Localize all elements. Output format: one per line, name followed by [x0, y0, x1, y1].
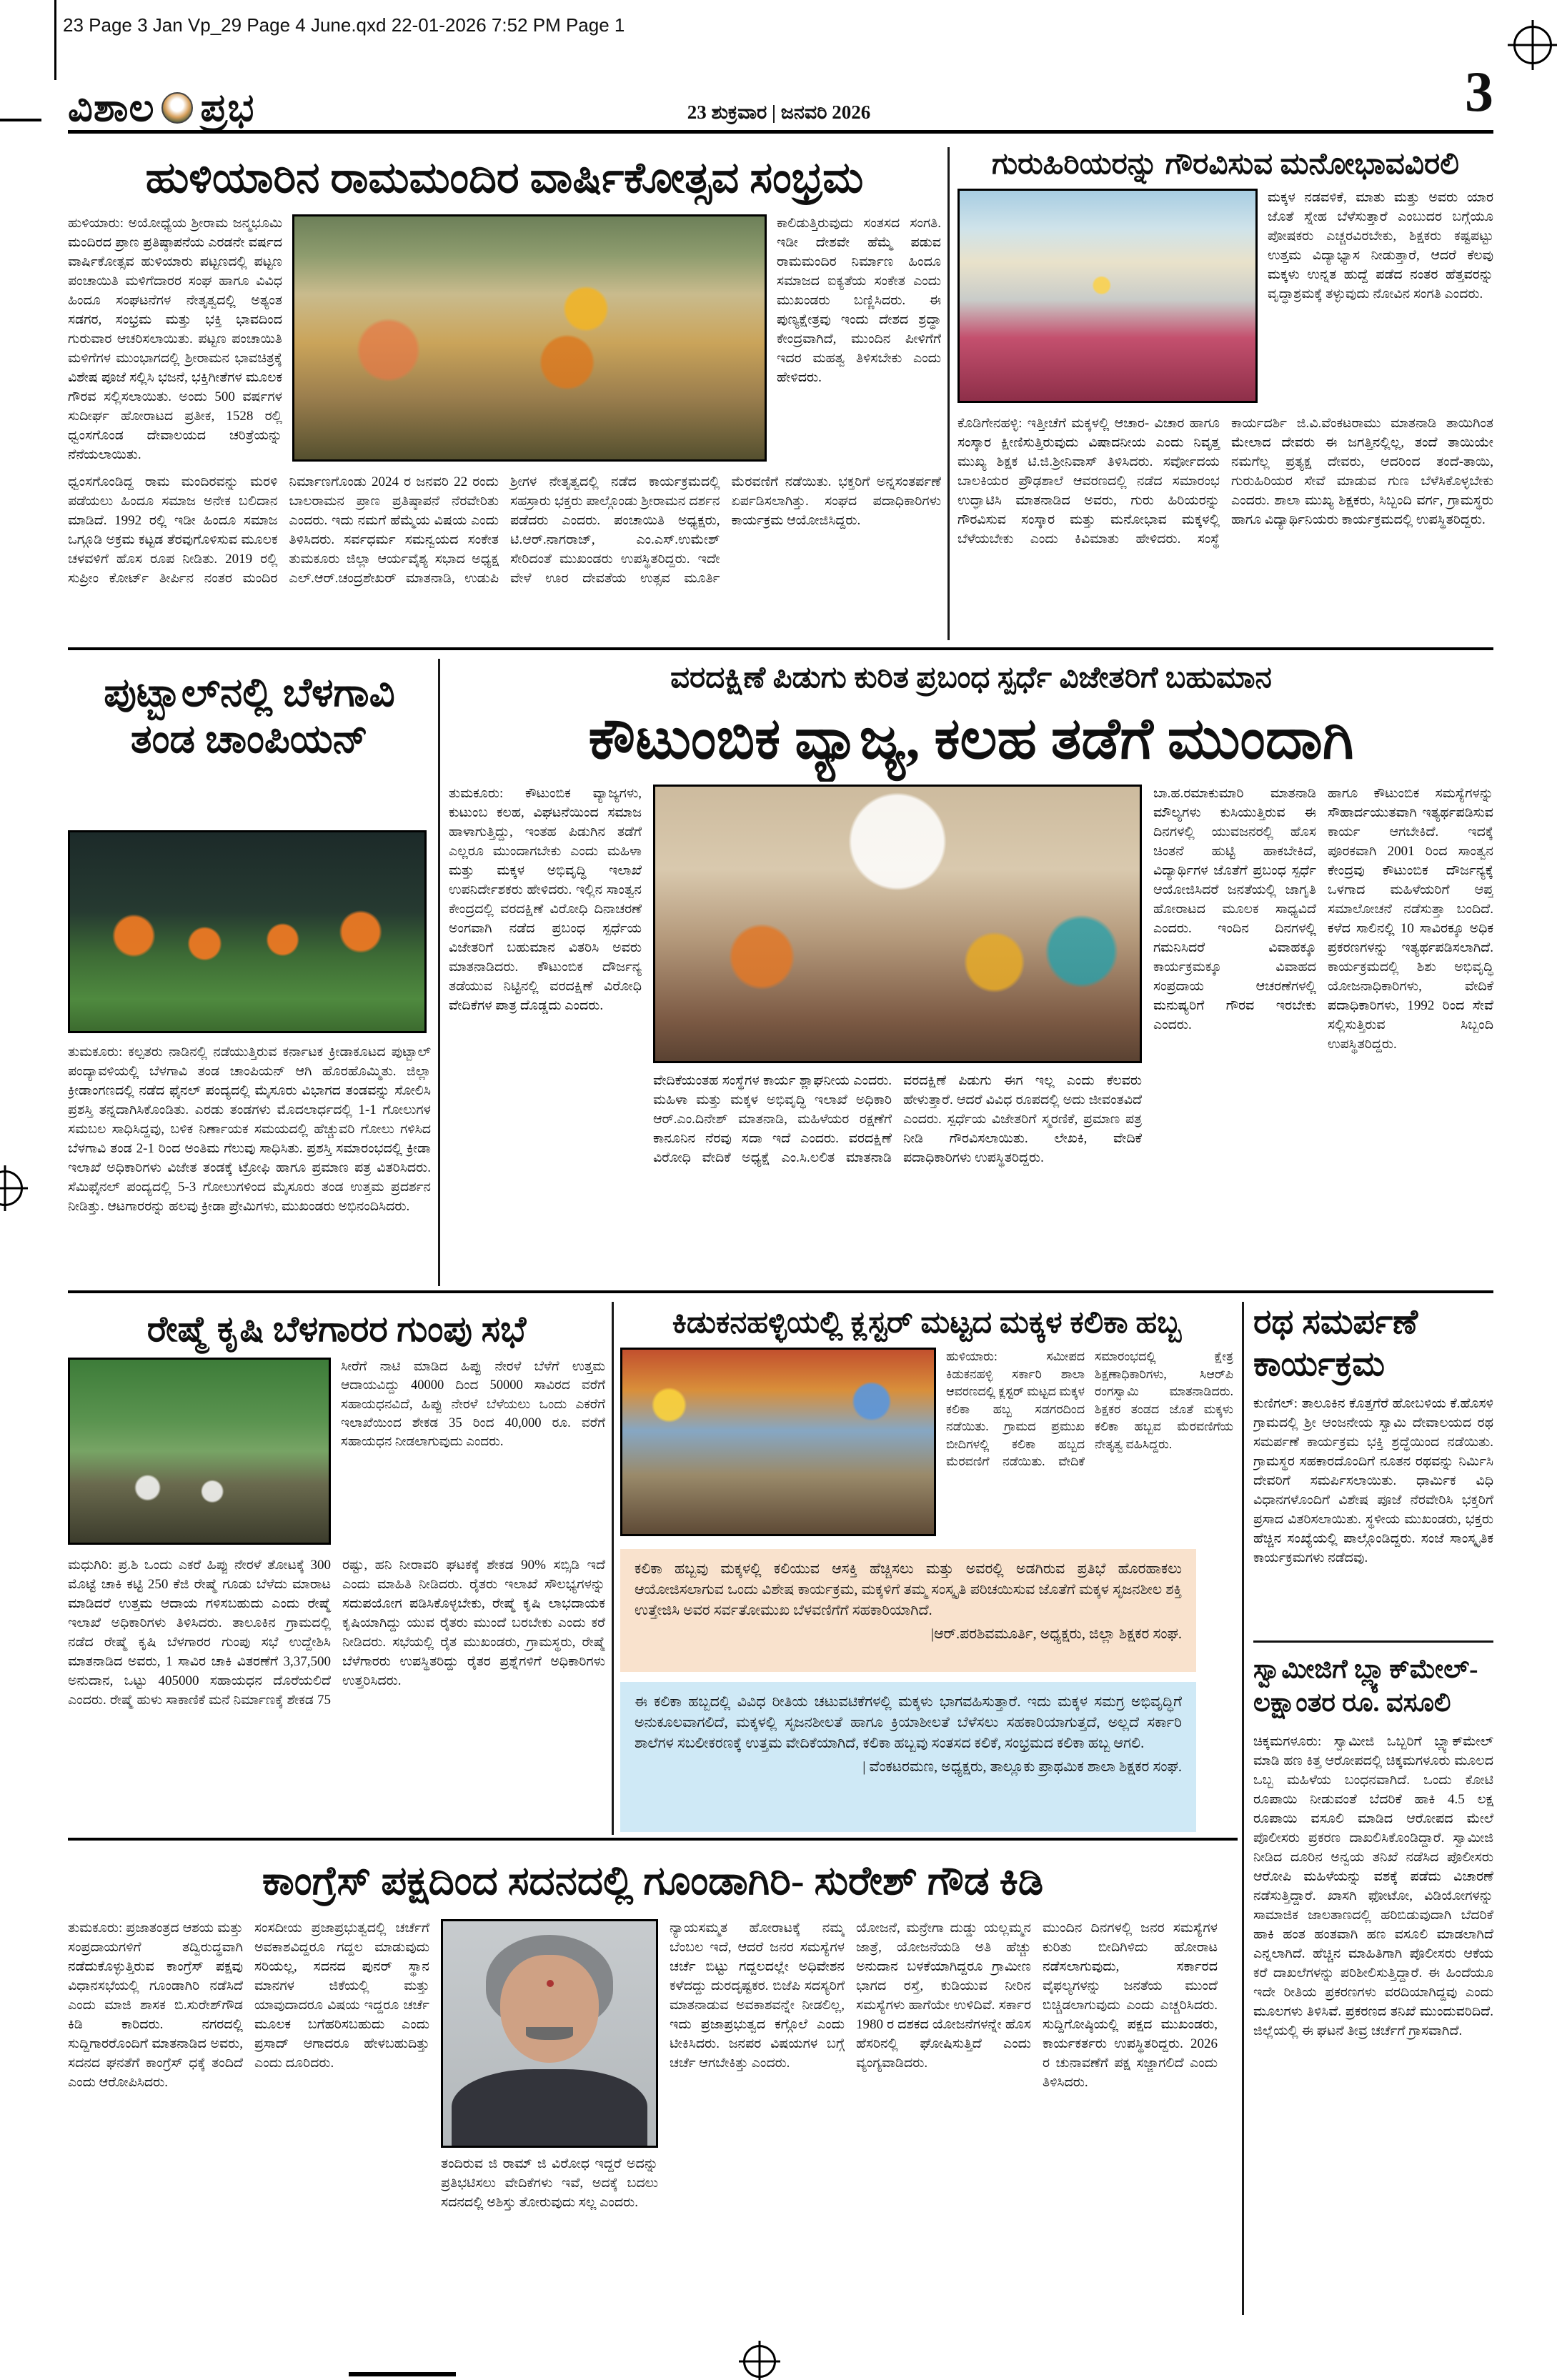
article-reshme: [68, 1302, 605, 1834]
quote-text: ಕಲಿಕಾ ಹಬ್ಬವು ಮಕ್ಕಳಲ್ಲಿ ಕಲಿಯುವ ಆಸಕ್ತಿ ಹೆಚ್ಚಿಸಲು ಮತ್ತು ಅವರಲ್ಲಿ ಅಡಗಿರುವ ಪ್ರತಿಭೆ ಹೊರಹಾಕಲು ಆಯೋಜಿಸಲಾಗುವ ಒಂದು ವಿಶೇಷ ಕಾರ್ಯಕ್ರಮ, ಮಕ್ಕಳಿಗೆ ತಮ್ಮ ಸಂಸ್ಕೃತಿ ಪರಿಚಯಿಸುವ ಜೊತೆಗೆ ಮಕ್ಕಳ ಸೃಜನಶೀಲ ಶಕ್ತಿ ಉತ್ತೇಜಿಸಿ ಅವರ ಸರ್ವತೋಮುಖ ಬೆಳವಣಿಗೆಗೆ ಸಹಕಾರಿಯಾಗಿದೆ.: [635, 1561, 1182, 1619]
teachers-association-quote-box: [620, 1549, 1196, 1672]
headline-reshme: ರೇಷ್ಮೆ ಕೃಷಿ ಬೆಳಗಾರರ ಗುಂಪು ಸಭೆ: [146, 1309, 527, 1349]
registration-mark-icon: [1513, 26, 1552, 64]
article-divider-rule: [1253, 1640, 1493, 1643]
article-body-column: ತುಮಕೂರು: ಪ್ರಜಾತಂತ್ರದ ಆಶಯ ಮತ್ತು ಸಂಪ್ರದಾಯಗಳಿಗೆ ತದ್ವಿರುದ್ಧವಾಗಿ ನಡೆದುಕೊಳ್ಳುತ್ತಿರುವ ಕಾಂಗ್ರೆಸ್ ಪಕ್ಷವು ವಿಧಾನಸಭೆಯಲ್ಲಿ ಗೂಂಡಾಗಿರಿ ನಡೆಸಿದೆ ಎಂದು ಮಾಜಿ ಶಾಸಕ ಬಿ.ಸುರೇಶ್‌ಗೌಡ ಕಿಡಿ ಕಾರಿದರು. ನಗರದಲ್ಲಿ ಸುದ್ದಿಗಾರರೊಂದಿಗೆ ಮಾತನಾಡಿದ ಅವರು, ಸದನದ ಘನತೆಗೆ ಕಾಂಗ್ರೆಸ್ ಧಕ್ಕೆ ತಂದಿದೆ ಎಂದು ಆರೋಪಿಸಿದರು.: [68, 1921, 243, 2090]
quote-attribution: |ಆರ್.ಪರಶಿವಮೂರ್ತಿ, ಅಧ್ಯಕ್ಷರು, ಜಿಲ್ಲಾ ಶಿಕ್ಷಕರ ಸಂಘ.: [930, 1626, 1182, 1643]
kalika-habba-photo: [620, 1348, 936, 1536]
school-felicitation-photo: [957, 189, 1258, 403]
section-rule: [68, 1290, 1493, 1293]
headline-ratha: ರಥ ಸಮರ್ಪಣೆ ಕಾರ್ಯಕ್ರಮ: [1253, 1303, 1418, 1383]
article-body-column: ಮುಂದಿನ ದಿನಗಳಲ್ಲಿ ಜನರ ಸಮಸ್ಯೆಗಳ ಕುರಿತು ಬೀದಿಗಿಳಿದು ಹೋರಾಟ ನಡೆಸಲಾಗುವುದು, ಸರ್ಕಾರದ ವೈಫಲ್ಯಗಳನ್ನು ಜನತೆಯ ಮುಂದೆ ಬಿಚ್ಚಿಡಲಾಗುವುದು ಎಂದು ಎಚ್ಚರಿಸಿದರು. ಸುದ್ದಿಗೋಷ್ಠಿಯಲ್ಲಿ ಪಕ್ಷದ ಮುಖಂಡರು, ಕಾರ್ಯಕರ್ತರು ಉಪಸ್ಥಿತರಿದ್ದರು. 2026 ರ ಚುನಾವಣೆಗೆ ಪಕ್ಷ ಸಜ್ಜಾಗಲಿದೆ ಎಂದು ತಿಳಿಸಿದರು.: [1043, 1921, 1218, 2090]
sericulture-meeting-photo: [68, 1358, 331, 1545]
article-congress: [68, 1849, 1238, 2315]
column-rule: [438, 659, 440, 1286]
article-body-column: ಕಾಲಿಡುತ್ತಿರುವುದು ಸಂತಸದ ಸಂಗತಿ. ಇಡೀ ದೇಶವೇ ಹೆಮ್ಮೆ ಪಡುವ ರಾಮಮಂದಿರ ನಿರ್ಮಾಣ ಹಿಂದೂ ಸಮಾಜದ ಐಕ್ಯತೆಯ ಸಂಕೇತ ಎಂದು ಮುಖಂಡರು ಬಣ್ಣಿಸಿದರು. ಈ ಪುಣ್ಯಕ್ಷೇತ್ರವು ಇಂದು ದೇಶದ ಶ್ರದ್ಧಾ ಕೇಂದ್ರವಾಗಿದೆ, ಮುಂದಿನ ಪೀಳಿಗೆಗೆ ಇದರ ಮಹತ್ವ ತಿಳಿಸಬೇಕು ಎಂದು ಹೇಳಿದರು.: [777, 216, 941, 385]
section-rule: [68, 647, 1493, 650]
article-kalika-habba: [620, 1302, 1233, 1834]
article-body-columns: ಕೊಡಿಗೇನಹಳ್ಳಿ: ಇತ್ತೀಚೆಗೆ ಮಕ್ಕಳಲ್ಲಿ ಆಚಾರ- ವಿಚಾರ ಹಾಗೂ ಸಂಸ್ಕಾರ ಕ್ಷೀಣಿಸುತ್ತಿರುವುದು ವಿಷಾದನೀಯ ಎಂದು ನಿವೃತ್ತ ಮುಖ್ಯ ಶಿಕ್ಷಕ ಟಿ.ಜಿ.ಶ್ರೀನಿವಾಸ್ ತಿಳಿಸಿದರು. ಸರ್ವೋದಯ ಬಾಲಕಿಯರ ಪ್ರೌಢಶಾಲೆ ಆವರಣದಲ್ಲಿ ನಡೆದ ಸಮಾರಂಭ ಉದ್ಘಾಟಿಸಿ ಮಾತನಾಡಿದ ಅವರು, ಗುರು ಹಿರಿಯರನ್ನು ಗೌರವಿಸುವ ಸಂಸ್ಕಾರ ಮತ್ತು ಮನೋಭಾವ ಮಕ್ಕಳಲ್ಲಿ ಬೆಳೆಯಬೇಕು ಎಂದು ಕಿವಿಮಾತು ಹೇಳಿದರು. ಸಂಸ್ಥೆ ಕಾರ್ಯದರ್ಶಿ ಜಿ.ವಿ.ವೆಂಕಟರಾಮು ಮಾತನಾಡಿ ತಾಯಿಗಿಂತ ಮೇಲಾದ ದೇವರು ಈ ಜಗತ್ತಿನಲ್ಲಿಲ್ಲ, ತಂದೆ ತಾಯಿಯೇ ನಮಗೆಲ್ಲ ಪ್ರತ್ಯಕ್ಷ ದೇವರು, ಆದರಿಂದ ತಂದೆ-ತಾಯಿ, ಗುರುಹಿರಿಯರ ಸೇವೆ ಮಾಡುವ ಗುಣ ಬೆಳೆಸಿಕೊಳ್ಳಬೇಕು ಎಂದರು. ಶಾಲಾ ಮುಖ್ಯ ಶಿಕ್ಷಕರು, ಸಿಬ್ಬಂದಿ ವರ್ಗ, ಗ್ರಾಮಸ್ಥರು ಹಾಗೂ ವಿದ್ಯಾರ್ಥಿನಿಯರು ಕಾರ್ಯಕ್ರಮದಲ್ಲಿ ಉಪಸ್ಥಿತರಿದ್ದರು.: [957, 416, 1493, 547]
ram-mandir-festival-photo: [292, 214, 767, 462]
quote-attribution: | ವೆಂಕಟರಮಣ, ಅಧ್ಯಕ್ಷರು, ತಾಲ್ಲೂಕು ಪ್ರಾಥಮಿಕ ಶಾಲಾ ಶಿಕ್ಷಕರ ಸಂಘ.: [862, 1759, 1182, 1776]
masthead-logo-icon: [161, 92, 193, 124]
proof-slug-line: 23 Page 3 Jan Vp_29 Page 4 June.qxd 22-01-2026 7:52 PM Page 1: [63, 14, 625, 36]
article-body-columns: ಹುಳಿಯಾರು: ಸಮೀಪದ ಕಿಡುಕನಹಳ್ಳಿ ಸರ್ಕಾರಿ ಶಾಲಾ ಆವರಣದಲ್ಲಿ ಕ್ಲಸ್ಟರ್ ಮಟ್ಟದ ಮಕ್ಕಳ ಕಲಿಕಾ ಹಬ್ಬ ಸಡಗರದಿಂದ ನಡೆಯಿತು. ಗ್ರಾಮದ ಪ್ರಮುಖ ಬೀದಿಗಳಲ್ಲಿ ಕಲಿಕಾ ಹಬ್ಬದ ಮೆರವಣಿಗೆ ನಡೆಯಿತು. ವೇದಿಕೆ ಸಮಾರಂಭದಲ್ಲಿ ಕ್ಷೇತ್ರ ಶಿಕ್ಷಣಾಧಿಕಾರಿಗಳು, ಸಿಆರ್‌ಪಿ ರಂಗಸ್ವಾಮಿ ಮಾತನಾಡಿದರು. ಶಿಕ್ಷಕರ ತಂಡದ ಜೊತೆ ಮಕ್ಕಳು ಕಲಿಕಾ ಹಬ್ಬವ ಮೆರವಣಿಗೆಯ ನೇತೃತ್ವ ವಹಿಸಿದ್ದರು.: [946, 1349, 1233, 1468]
portrait-mustache: [526, 2027, 573, 2041]
headline-varadakshine: ಕೌಟುಂಬಿಕ ವ್ಯಾಜ್ಯ, ಕಲಹ ತಡೆಗೆ ಮುಂದಾಗಿ: [588, 708, 1354, 771]
article-body-column: ನ್ಯಾಯಸಮ್ಮತ ಹೋರಾಟಕ್ಕೆ ನಮ್ಮ ಬೆಂಬಲ ಇದೆ, ಆದರೆ ಜನರ ಸಮಸ್ಯೆಗಳ ಚರ್ಚೆ ಬಿಟ್ಟು ಗದ್ದಲದಲ್ಲೇ ಅಧಿವೇಶನ ಕಳೆದದ್ದು ದುರದೃಷ್ಟಕರ. ಬಿಜೆಪಿ ಸದಸ್ಯರಿಗೆ ಮಾತನಾಡುವ ಅವಕಾಶವನ್ನೇ ನೀಡಲಿಲ್ಲ, ಇದು ಪ್ರಜಾಪ್ರಭುತ್ವದ ಕಗ್ಗೊಲೆ ಎಂದು ಟೀಕಿಸಿದರು. ಜನಪರ ವಿಷಯಗಳ ಬಗ್ಗೆ ಚರ್ಚೆ ಆಗಬೇಕಿತ್ತು ಎಂದರು.: [670, 1921, 845, 2071]
column-rule: [1242, 1302, 1244, 2315]
article-body-column: ತುಮಕೂರು: ಕೌಟುಂಬಿಕ ವ್ಯಾಜ್ಯಗಳು, ಕುಟುಂಬ ಕಲಹ, ವಿಘಟನೆಯಿಂದ ಸಮಾಜ ಹಾಳಾಗುತ್ತಿದ್ದು, ಇಂತಹ ಪಿಡುಗಿನ ತಡೆಗೆ ಎಲ್ಲರೂ ಮುಂದಾಗಬೇಕು ಎಂದು ಮಹಿಳಾ ಮತ್ತು ಮಕ್ಕಳ ಅಭಿವೃದ್ಧಿ ಇಲಾಖೆ ಉಪನಿರ್ದೇಶಕರು ಹೇಳಿದರು. ಇಲ್ಲಿನ ಸಾಂತ್ವನ ಕೇಂದ್ರದಲ್ಲಿ ವರದಕ್ಷಿಣೆ ವಿರೋಧಿ ದಿನಾಚರಣೆ ಅಂಗವಾಗಿ ನಡೆದ ಪ್ರಬಂಧ ಸ್ಪರ್ಧೆಯ ವಿಜೇತರಿಗೆ ಬಹುಮಾನ ವಿತರಿಸಿ ಅವರು ಮಾತನಾಡಿದರು. ಕೌಟುಂಬಿಕ ದೌರ್ಜನ್ಯ ತಡೆಯುವ ನಿಟ್ಟಿನಲ್ಲಿ ವರದಕ್ಷಿಣೆ ವಿರೋಧಿ ವೇದಿಕೆಗಳ ಪಾತ್ರ ದೊಡ್ಡದು ಎಂದರು.: [449, 786, 642, 1013]
masthead-word-right: ಪ್ರಭ: [200, 86, 255, 129]
registration-mark-icon: [0, 1170, 23, 1206]
crop-mark-vertical: [54, 0, 56, 80]
article-guru-hiriyaru: [957, 143, 1493, 644]
column-rule: [947, 147, 950, 640]
masthead-rule: [68, 130, 1493, 134]
article-body-column: ತುಮಕೂರು: ಕಲ್ಪತರು ನಾಡಿನಲ್ಲಿ ನಡೆಯುತ್ತಿರುವ ಕರ್ನಾಟಕ ಕ್ರೀಡಾಕೂಟದ ಪುಟ್ಬಾಲ್ ಪಂದ್ಯಾವಳಿಯಲ್ಲಿ ಬೆಳಗಾವಿ ತಂಡ ಚಾಂಪಿಯನ್ ಆಗಿ ಹೊರಹೊಮ್ಮಿತು. ಜಿಲ್ಲಾ ಕ್ರೀಡಾಂಗಣದಲ್ಲಿ ನಡೆದ ಫೈನಲ್ ಪಂದ್ಯದಲ್ಲಿ ಮೈಸೂರು ವಿಭಾಗದ ತಂಡವನ್ನು ಸೋಲಿಸಿ ಪ್ರಶಸ್ತಿ ತನ್ನದಾಗಿಸಿಕೊಂಡಿತು. ಎರಡು ತಂಡಗಳು ಮೊದಲಾರ್ಧದಲ್ಲಿ 1-1 ಗೋಲುಗಳ ಸಮಬಲ ಸಾಧಿಸಿದ್ದವು, ಬಳಿಕ ನಿರ್ಣಾಯಕ ಸಮಯದಲ್ಲಿ ಹೆಚ್ಚುವರಿ ಗೋಲು ಗಳಿಸಿದ ಬೆಳಗಾವಿ ತಂಡ 2-1 ರಿಂದ ಅಂತಿಮ ಗೆಲುವು ಸಾಧಿಸಿತು. ಪ್ರಶಸ್ತಿ ಸಮಾರಂಭದಲ್ಲಿ ಕ್ರೀಡಾ ಇಲಾಖೆ ಅಧಿಕಾರಿಗಳು ವಿಜೇತ ತಂಡಕ್ಕೆ ಟ್ರೋಫಿ ಹಾಗೂ ಪ್ರಮಾಣ ಪತ್ರ ವಿತರಿಸಿದರು. ಸೆಮಿಫೈನಲ್ ಪಂದ್ಯದಲ್ಲಿ 5-3 ಗೋಲುಗಳಿಂದ ಮೈಸೂರು ತಂಡ ಉತ್ತಮ ಪ್ರದರ್ಶನ ನೀಡಿತ್ತು. ಆಟಗಾರರನ್ನು ಹಲವು ಕ್ರೀಡಾ ಪ್ರೇಮಿಗಳು, ಮುಖಂಡರು ಅಭಿನಂದಿಸಿದರು.: [68, 1045, 431, 1214]
article-football: [68, 659, 431, 1286]
primary-teachers-quote-box: [620, 1682, 1196, 1832]
article-body-column: ಸೀರೆಗೆ ನಾಟಿ ಮಾಡಿದ ಹಿಪ್ಪು ನೇರಳೆ ಬೆಳೆಗೆ ಉತ್ತಮ ಆದಾಯವಿದ್ದು 40000 ದಿಂದ 50000 ಸಾವಿರದ ವರೆಗೆ ಸಹಾಯಧನವಿದೆ, ಹಿಪ್ಪು ನೇರಳೆ ಬೆಳೆಯಲು ಒಂದು ಎಕರೆಗೆ ಇಲಾಖೆಯಿಂದ ಶೇಕಡ 35 ರಿಂದ 40,000 ರೂ. ವರೆಗೆ ಸಹಾಯಧನ ನೀಡಲಾಗುವುದು ಎಂದರು.: [341, 1360, 605, 1450]
edition-dateline: 23 ಶುಕ್ರವಾರ | ಜನವರಿ 2026: [687, 101, 871, 123]
portrait-suit: [452, 2069, 647, 2148]
suresh-gowda-portrait: [441, 1919, 658, 2148]
article-ram-mandir: [68, 143, 941, 644]
masthead: [68, 84, 254, 131]
article-body-column: ಮಕ್ಕಳ ನಡವಳಿಕೆ, ಮಾತು ಮತ್ತು ಅವರು ಯಾರ ಜೊತೆ ಸ್ನೇಹ ಬೆಳೆಸುತ್ತಾರೆ ಎಂಬುದರ ಬಗ್ಗೆಯೂ ಪೋಷಕರು ಎಚ್ಚರವಿರಬೇಕು, ಶಿಕ್ಷಕರು ಕಷ್ಟಪಟ್ಟು ಉತ್ತಮ ವಿದ್ಯಾಭ್ಯಾಸ ನೀಡುತ್ತಾರೆ, ಆದರೆ ಕೆಲವು ಮಕ್ಕಳು ಉನ್ನತ ಹುದ್ದೆ ಪಡೆದ ನಂತರ ಹೆತ್ತವರನ್ನು ವೃದ್ಧಾಶ್ರಮಕ್ಕೆ ತಳ್ಳುವುದು ನೋವಿನ ಸಂಗತಿ ಎಂದರು.: [1268, 190, 1493, 302]
article-body-column: ತಂದಿರುವ ಜಿ ರಾಮ್ ಜಿ ವಿರೋಧ ಇದ್ದರೆ ಅದನ್ನು ಪ್ರತಿಭಟಿಸಲು ವೇದಿಕೆಗಳು ಇವೆ, ಅದಕ್ಕೆ ಬದಲು ಸದನದಲ್ಲಿ ಅಶಿಸ್ತು ತೋರುವುದು ಸಲ್ಲ ಎಂದರು.: [441, 2156, 658, 2210]
portrait-bindi: [547, 1980, 554, 1987]
article-body-columns: ಧ್ವಂಸಗೊಂಡಿದ್ದ ರಾಮ ಮಂದಿರವನ್ನು ಮರಳಿ ಪಡೆಯಲು ಹಿಂದೂ ಸಮಾಜ ಅನೇಕ ಬಲಿದಾನ ಮಾಡಿದೆ. 1992 ರಲ್ಲಿ ಇಡೀ ಹಿಂದೂ ಸಮಾಜ ಒಗ್ಗೂಡಿ ಅಕ್ರಮ ಕಟ್ಟಡ ತೆರವುಗೊಳಿಸುವ ಮೂಲಕ ಚಳವಳಿಗೆ ಹೊಸ ರೂಪ ನೀಡಿತು. 2019 ರಲ್ಲಿ ಸುಪ್ರೀಂ ಕೋರ್ಟ್ ತೀರ್ಪಿನ ನಂತರ ಮಂದಿರ ನಿರ್ಮಾಣಗೊಂಡು 2024 ರ ಜನವರಿ 22 ರಂದು ಬಾಲರಾಮನ ಪ್ರಾಣ ಪ್ರತಿಷ್ಠಾಪನೆ ನೆರವೇರಿತು ಎಂದರು. ಇದು ನಮಗೆ ಹೆಮ್ಮೆಯ ವಿಷಯ ಎಂದು ತಿಳಿಸಿದರು. ಸರ್ವಧರ್ಮ ಸಮನ್ವಯದ ಸಂಕೇತ ತುಮಕೂರು ಜಿಲ್ಲಾ ಆರ್ಯವೈಶ್ಯ ಸಭಾದ ಅಧ್ಯಕ್ಷ ಎಲ್.ಆರ್.ಚಂದ್ರಶೇಖರ್ ಮಾತನಾಡಿ, ಉಡುಪಿ ಶ್ರೀಗಳ ನೇತೃತ್ವದಲ್ಲಿ ನಡೆದ ಕಾರ್ಯಕ್ರಮದಲ್ಲಿ ಸಹಸ್ರಾರು ಭಕ್ತರು ಪಾಲ್ಗೊಂಡು ಶ್ರೀರಾಮನ ದರ್ಶನ ಪಡೆದರು ಎಂದರು. ಪಂಚಾಯಿತಿ ಅಧ್ಯಕ್ಷರು, ಟಿ.ಆರ್.ನಾಗರಾಜ್, ಎಂ.ಎಸ್.ಉಮೇಶ್ ಸೇರಿದಂತೆ ಮುಖಂಡರು ಉಪಸ್ಥಿತರಿದ್ದರು. ಇದೇ ವೇಳೆ ಊರ ದೇವತೆಯ ಉತ್ಸವ ಮೂರ್ತಿ ಮೆರವಣಿಗೆ ನಡೆಯಿತು. ಭಕ್ತರಿಗೆ ಅನ್ನಸಂತರ್ಪಣೆ ಏರ್ಪಡಿಸಲಾಗಿತ್ತು. ಸಂಘದ ಪದಾಧಿಕಾರಿಗಳು ಕಾರ್ಯಕ್ರಮ ಆಯೋಜಿಸಿದ್ದರು.: [68, 474, 941, 586]
article-body-column: ಹಾಗೂ ಕೌಟುಂಬಿಕ ಸಮಸ್ಯೆಗಳನ್ನು ಸೌಹಾರ್ದಯುತವಾಗಿ ಇತ್ಯರ್ಥಪಡಿಸುವ ಕಾರ್ಯ ಆಗಬೇಕಿದೆ. ಇದಕ್ಕೆ ಪೂರಕವಾಗಿ 2001 ರಿಂದ ಸಾಂತ್ವನ ಕೇಂದ್ರವು ಕೌಟುಂಬಿಕ ದೌರ್ಜನ್ಯಕ್ಕೆ ಒಳಗಾದ ಮಹಿಳೆಯರಿಗೆ ಆಪ್ತ ಸಮಾಲೋಚನೆ ನಡೆಸುತ್ತಾ ಬಂದಿದೆ. ಕಳೆದ ಸಾಲಿನಲ್ಲಿ 10 ಸಾವಿರಕ್ಕೂ ಅಧಿಕ ಪ್ರಕರಣಗಳನ್ನು ಇತ್ಯರ್ಥಪಡಿಸಲಾಗಿದೆ. ಕಾರ್ಯಕ್ರಮದಲ್ಲಿ ಶಿಶು ಅಭಿವೃದ್ಧಿ ಯೋಜನಾಧಿಕಾರಿಗಳು, ವೇದಿಕೆ ಪದಾಧಿಕಾರಿಗಳು, 1992 ರಿಂದ ಸೇವೆ ಸಲ್ಲಿಸುತ್ತಿರುವ ಸಿಬ್ಬಂದಿ ಉಪಸ್ಥಿತರಿದ್ದರು.: [1328, 786, 1493, 1052]
section-rule: [68, 1838, 1238, 1841]
masthead-word-left: ವಿಶಾಲ: [68, 86, 155, 129]
article-body-columns: ಮಧುಗಿರಿ: ಪ್ರ.ಶಿ ಒಂದು ಎಕರೆ ಹಿಪ್ಪು ನೇರಳೆ ತೋಟಕ್ಕೆ 300 ಮೊಟ್ಟೆ ಚಾಕಿ ಕಟ್ಟಿ 250 ಕೆಜಿ ರೇಷ್ಮೆ ಗೂಡು ಬೆಳೆದು ಮಾರಾಟ ಮಾಡಿದರೆ ಉತ್ತಮ ಆದಾಯ ಗಳಿಸಬಹುದು ಎಂದು ರೇಷ್ಮೆ ಇಲಾಖೆ ಅಧಿಕಾರಿಗಳು ತಿಳಿಸಿದರು. ತಾಲೂಕಿನ ಗ್ರಾಮದಲ್ಲಿ ನಡೆದ ರೇಷ್ಮೆ ಕೃಷಿ ಬೆಳಗಾರರ ಗುಂಪು ಸಭೆ ಉದ್ದೇಶಿಸಿ ಮಾತನಾಡಿದ ಅವರು, 1 ಸಾವಿರ ಚಾಕಿ ವಿತರಣೆಗೆ 3,37,500 ಅನುದಾನ, ಒಟ್ಟು 405000 ಸಹಾಯಧನ ದೊರೆಯಲಿದೆ ಎಂದರು. ರೇಷ್ಮೆ ಹುಳು ಸಾಕಾಣಿಕೆ ಮನೆ ನಿರ್ಮಾಣಕ್ಕೆ ಶೇಕಡ 75 ರಷ್ಟು, ಹನಿ ನೀರಾವರಿ ಘಟಕಕ್ಕೆ ಶೇಕಡ 90% ಸಬ್ಸಿಡಿ ಇದೆ ಎಂದು ಮಾಹಿತಿ ನೀಡಿದರು. ರೈತರು ಇಲಾಖೆ ಸೌಲಭ್ಯಗಳನ್ನು ಸದುಪಯೋಗ ಪಡಿಸಿಕೊಳ್ಳಬೇಕು, ರೇಷ್ಮೆ ಕೃಷಿ ಲಾಭದಾಯಕ ಕೃಷಿಯಾಗಿದ್ದು ಯುವ ರೈತರು ಮುಂದೆ ಬರಬೇಕು ಎಂದು ಕರೆ ನೀಡಿದರು. ಸಭೆಯಲ್ಲಿ ರೈತ ಮುಖಂಡರು, ಗ್ರಾಮಸ್ಥರು, ರೇಷ್ಮೆ ಬೆಳೆಗಾರರು ಉಪಸ್ಥಿತರಿದ್ದು ರೈತರ ಪ್ರಶ್ನೆಗಳಿಗೆ ಅಧಿಕಾರಿಗಳು ಉತ್ತರಿಸಿದರು.: [68, 1558, 605, 1708]
right-rail-articles: [1253, 1302, 1493, 2315]
crop-mark-left-dash: [0, 119, 41, 121]
portrait-face: [500, 1955, 598, 2063]
headline-kalika-habba: ಕಿಡುಕನಹಳ್ಳಿಯಲ್ಲಿ ಕ್ಲಸ್ಟರ್ ಮಟ್ಟದ ಮಕ್ಕಳ ಕಲಿಕಾ ಹಬ್ಬ: [672, 1306, 1182, 1340]
kicker-varadakshine: ವರದಕ್ಷಿಣೆ ಪಿಡುಗು ಕುರಿತ ಪ್ರಬಂಧ ಸ್ಪರ್ಧೆ ವಿಜೇತರಿಗೆ ಬಹುಮಾನ: [670, 662, 1272, 694]
article-varadakshine: [449, 656, 1493, 1286]
article-body-column: ಕುಣಿಗಲ್: ತಾಲೂಕಿನ ಕೊತ್ತಗೆರೆ ಹೋಬಳಿಯ ಕೆ.ಹೊಸಳಿ ಗ್ರಾಮದಲ್ಲಿ ಶ್ರೀ ಆಂಜನೇಯ ಸ್ವಾಮಿ ದೇವಾಲಯದ ರಥ ಸಮರ್ಪಣೆ ಕಾರ್ಯಕ್ರಮ ಭಕ್ತಿ ಶ್ರದ್ಧೆಯಿಂದ ನಡೆಯಿತು. ಗ್ರಾಮಸ್ಥರ ಸಹಕಾರದೊಂದಿಗೆ ನೂತನ ರಥವನ್ನು ನಿರ್ಮಿಸಿ ದೇವರಿಗೆ ಸಮರ್ಪಿಸಲಾಯಿತು. ಧಾರ್ಮಿಕ ವಿಧಿ ವಿಧಾನಗಳೊಂದಿಗೆ ವಿಶೇಷ ಪೂಜೆ ನೆರವೇರಿಸಿ ಭಕ್ತರಿಗೆ ಪ್ರಸಾದ ವಿತರಿಸಲಾಯಿತು. ಸ್ಥಳೀಯ ಮುಖಂಡರು, ಭಕ್ತರು ಹೆಚ್ಚಿನ ಸಂಖ್ಯೆಯಲ್ಲಿ ಪಾಲ್ಗೊಂಡಿದ್ದರು. ಸಂಜೆ ಸಾಂಸ್ಕೃತಿಕ ಕಾರ್ಯಕ್ರಮಗಳು ನಡೆದವು.: [1253, 1396, 1493, 1565]
registration-mark-icon: [743, 2345, 776, 2378]
page-number: 3: [1465, 61, 1493, 124]
article-body-columns: ವೇದಿಕೆಯಂತಹ ಸಂಸ್ಥೆಗಳ ಕಾರ್ಯ ಶ್ಲಾಘನೀಯ ಎಂದರು. ಮಹಿಳಾ ಮತ್ತು ಮಕ್ಕಳ ಅಭಿವೃದ್ಧಿ ಇಲಾಖೆ ಅಧಿಕಾರಿ ಆರ್.ಎಂ.ದಿನೇಶ್ ಮಾತನಾಡಿ, ಮಹಿಳೆಯರ ರಕ್ಷಣೆಗೆ ಕಾನೂನಿನ ನೆರವು ಸದಾ ಇದೆ ಎಂದರು. ವರದಕ್ಷಿಣೆ ವಿರೋಧಿ ವೇದಿಕೆ ಅಧ್ಯಕ್ಷೆ ಎಂ.ಸಿ.ಲಲಿತ ಮಾತನಾಡಿ ವರದಕ್ಷಿಣೆ ಪಿಡುಗು ಈಗ ಇಲ್ಲ ಎಂದು ಕೆಲವರು ಹೇಳುತ್ತಾರೆ. ಆದರೆ ವಿವಿಧ ರೂಪದಲ್ಲಿ ಅದು ಜೀವಂತವಿದೆ ಎಂದರು. ಸ್ಪರ್ಧೆಯ ವಿಜೇತರಿಗೆ ಸ್ಮರಣಿಕೆ, ಪ್ರಮಾಣ ಪತ್ರ ನೀಡಿ ಗೌರವಿಸಲಾಯಿತು. ಲೇಖಕಿ, ವೇದಿಕೆ ಪದಾಧಿಕಾರಿಗಳು ಉಪಸ್ಥಿತರಿದ್ದರು.: [653, 1073, 1142, 1165]
article-body-column: ಹುಳಿಯಾರು: ಅಯೋಧ್ಯೆಯ ಶ್ರೀರಾಮ ಜನ್ಮಭೂಮಿ ಮಂದಿರದ ಪ್ರಾಣ ಪ್ರತಿಷ್ಠಾಪನೆಯ ಎರಡನೇ ವರ್ಷದ ವಾರ್ಷಿಕೋತ್ಸವ ಹುಳಿಯಾರು ಪಟ್ಟಣದಲ್ಲಿ ಪಟ್ಟಣ ಪಂಚಾಯಿತಿ ಮಳಿಗೆದಾರರ ಸಂಘ ಹಾಗೂ ವಿವಿಧ ಹಿಂದೂ ಸಂಘಟನೆಗಳ ನೇತೃತ್ವದಲ್ಲಿ ಅತ್ಯಂತ ಸಡಗರ, ಸಂಭ್ರಮ ಮತ್ತು ಭಕ್ತಿ ಭಾವದಿಂದ ಗುರುವಾರ ಆಚರಿಸಲಾಯಿತು. ಪಟ್ಟಣ ಪಂಚಾಯಿತಿ ಮಳಿಗೆಗಳ ಮುಂಭಾಗದಲ್ಲಿ ಶ್ರೀರಾಮನ ಭಾವಚಿತ್ರಕ್ಕೆ ವಿಶೇಷ ಪೂಜೆ ಸಲ್ಲಿಸಿ ಭಜನೆ, ಭಕ್ತಿಗೀತೆಗಳ ಮೂಲಕ ಗೌರವ ಸಲ್ಲಿಸಲಾಯಿತು. ಅಂದು 500 ವರ್ಷಗಳ ಸುದೀರ್ಘ ಹೋರಾಟದ ಪ್ರತೀಕ, 1528 ರಲ್ಲಿ ಧ್ವಂಸಗೊಂಡ ದೇವಾಲಯದ ಚರಿತ್ರೆಯನ್ನು ನೆನೆಯಲಾಯಿತು.: [68, 216, 282, 462]
quote-text: ಈ ಕಲಿಕಾ ಹಬ್ಬದಲ್ಲಿ ವಿವಿಧ ರೀತಿಯ ಚಟುವಟಿಕೆಗಳಲ್ಲಿ ಮಕ್ಕಳು ಭಾಗವಹಿಸುತ್ತಾರೆ. ಇದು ಮಕ್ಕಳ ಸಮಗ್ರ ಅಭಿವೃದ್ಧಿಗೆ ಅನುಕೂಲವಾಗಲಿದೆ, ಮಕ್ಕಳಲ್ಲಿ ಸೃಜನಶೀಲತೆ ಹಾಗೂ ಕ್ರಿಯಾಶೀಲತೆ ಬೆಳೆಸಲು ಸಹಕಾರಿಯಾಗುತ್ತದೆ, ಅಲ್ಲದೆ ಸರ್ಕಾರಿ ಶಾಲೆಗಳ ಸಬಲೀಕರಣಕ್ಕೆ ಉತ್ತಮ ವೇದಿಕೆಯಾಗಿದೆ, ಕಲಿಕಾ ಹಬ್ಬವು ಸಂತಸದ ಕಲಿಕೆ, ಸಂಭ್ರಮದ ಕಲಿಕಾ ಹಬ್ಬ ಆಗಲಿ.: [635, 1694, 1182, 1752]
headline-football: ಪುಟ್ಬಾಲ್‌ನಲ್ಲಿ ಬೆಳಗಾವಿ ತಂಡ ಚಾಂಪಿಯನ್: [104, 671, 395, 762]
column-rule: [612, 1302, 614, 1835]
headline-ram-mandir: ಹುಳಿಯಾರಿನ ರಾಮಮಂದಿರ ವಾರ್ಷಿಕೋತ್ಸವ ಸಂಭ್ರಮ: [145, 154, 864, 201]
headline-guru-hiriyaru: ಗುರುಹಿರಿಯರನ್ನು ಗೌರವಿಸುವ ಮನೋಭಾವವಿರಲಿ: [992, 148, 1459, 181]
headline-congress: ಕಾಂಗ್ರೆಸ್ ಪಕ್ಷದಿಂದ ಸದನದಲ್ಲಿ ಗೂಂಡಾಗಿರಿ- ಸುರೇಶ್ ಗೌಡ ಕಿಡಿ: [262, 1859, 1044, 1903]
article-body-column: ಯೋಜನೆ, ಮನ್ರೇಗಾ ದುಡ್ಡು ಯಲ್ಲಮ್ಮನ ಜಾತ್ರೆ, ಯೋಜನೆಯಡಿ ಅತಿ ಹೆಚ್ಚು ಅನುದಾನ ಬಳಕೆಯಾಗಿದ್ದರೂ ಗ್ರಾಮೀಣ ಭಾಗದ ರಸ್ತೆ, ಕುಡಿಯುವ ನೀರಿನ ಸಮಸ್ಯೆಗಳು ಹಾಗೆಯೇ ಉಳಿದಿವೆ. ಸರ್ಕಾರ 1980 ರ ದಶಕದ ಯೋಜನೆಗಳನ್ನೇ ಹೊಸ ಹೆಸರಿನಲ್ಲಿ ಘೋಷಿಸುತ್ತಿದೆ ಎಂದು ವ್ಯಂಗ್ಯವಾಡಿದರು.: [856, 1921, 1031, 2071]
headline-blackmail: ಸ್ವಾಮೀಜಿಗೆ ಬ್ಲ್ಯಾಕ್‌ಮೇಲ್- ಲಕ್ಷಾಂತರ ರೂ. ವಸೂಲಿ: [1253, 1655, 1478, 1718]
football-team-photo: [68, 830, 427, 1033]
crop-mark-bottom-bar: [349, 2372, 456, 2376]
article-body-column: ಬಾ.ಹ.ರಮಾಕುಮಾರಿ ಮಾತನಾಡಿ ಮೌಲ್ಯಗಳು ಕುಸಿಯುತ್ತಿರುವ ಈ ದಿನಗಳಲ್ಲಿ ಯುವಜನರಲ್ಲಿ ಹೊಸ ಚಿಂತನೆ ಹುಟ್ಟಿ ಹಾಕಬೇಕಿದೆ, ವಿದ್ಯಾರ್ಥಿಗಳ ಜೊತೆಗೆ ಪ್ರಬಂಧ ಸ್ಪರ್ಧೆ ಆಯೋಜಿಸಿದರೆ ಜನತೆಯಲ್ಲಿ ಜಾಗೃತಿ ಹೋರಾಟದ ಮೂಲಕ ಸಾಧ್ಯವಿದೆ ಎಂದರು. ಇಂದಿನ ದಿನಗಳಲ್ಲಿ ಗಮನಿಸಿದರೆ ವಿವಾಹಕ್ಕೂ ಕಾರ್ಯಕ್ರಮಕ್ಕೂ ವಿವಾಹದ ಸಂಪ್ರದಾಯ ಆಚರಣೆಗಳಲ್ಲಿ ಮನುಷ್ಯರಿಗೆ ಗೌರವ ಇರಬೇಕು ಎಂದರು.: [1153, 786, 1316, 1032]
article-body-column: ಚಿಕ್ಕಮಗಳೂರು: ಸ್ವಾಮೀಜಿ ಒಬ್ಬರಿಗೆ ಬ್ಲ್ಯಾಕ್‌ಮೇಲ್ ಮಾಡಿ ಹಣ ಕಿತ್ತ ಆರೋಪದಲ್ಲಿ ಚಿಕ್ಕಮಗಳೂರು ಮೂಲದ ಒಬ್ಬ ಮಹಿಳೆಯ ಬಂಧನವಾಗಿದೆ. ಒಂದು ಕೋಟಿ ರೂಪಾಯಿ ನೀಡುವಂತೆ ಬೆದರಿಕೆ ಹಾಕಿ 4.5 ಲಕ್ಷ ರೂಪಾಯಿ ವಸೂಲಿ ಮಾಡಿದ ಆರೋಪದ ಮೇಲೆ ಪೊಲೀಸರು ಪ್ರಕರಣ ದಾಖಲಿಸಿಕೊಂಡಿದ್ದಾರೆ. ಸ್ವಾಮೀಜಿ ನೀಡಿದ ದೂರಿನ ಅನ್ವಯ ತನಿಖೆ ನಡೆಸಿದ ಪೊಲೀಸರು ಆರೋಪಿ ಮಹಿಳೆಯನ್ನು ವಶಕ್ಕೆ ಪಡೆದು ವಿಚಾರಣೆ ನಡೆಸುತ್ತಿದ್ದಾರೆ. ಖಾಸಗಿ ಫೋಟೋ, ವಿಡಿಯೋಗಳನ್ನು ಸಾಮಾಜಿಕ ಜಾಲತಾಣದಲ್ಲಿ ಹರಿಬಿಡುವುದಾಗಿ ಬೆದರಿಕೆ ಹಾಕಿ ಹಂತ ಹಂತವಾಗಿ ಹಣ ವಸೂಲಿ ಮಾಡಲಾಗಿದೆ ಎನ್ನಲಾಗಿದೆ. ಹೆಚ್ಚಿನ ಮಾಹಿತಿಗಾಗಿ ಪೊಲೀಸರು ಆಕೆಯ ಕರೆ ದಾಖಲೆಗಳನ್ನು ಪರಿಶೀಲಿಸುತ್ತಿದ್ದಾರೆ. ಈ ಹಿಂದೆಯೂ ಇದೇ ರೀತಿಯ ಪ್ರಕರಣಗಳು ವರದಿಯಾಗಿದ್ದವು ಎಂದು ಮೂಲಗಳು ತಿಳಿಸಿವೆ. ಪ್ರಕರಣದ ತನಿಖೆ ಮುಂದುವರಿದಿದೆ. ಜಿಲ್ಲೆಯಲ್ಲಿ ಈ ಘಟನೆ ತೀವ್ರ ಚರ್ಚೆಗೆ ಗ್ರಾಸವಾಗಿದೆ.: [1253, 1734, 1493, 2038]
article-body-column: ಸಂಸದೀಯ ಪ್ರಜಾಪ್ರಭುತ್ವದಲ್ಲಿ ಚರ್ಚೆಗೆ ಅವಕಾಶವಿದ್ದರೂ ಗದ್ದಲ ಮಾಡುವುದು ಸರಿಯಲ್ಲ, ಸದನದ ಪುನರ್ ಸ್ಥಾನ ಮಾನಗಳ ಜಿಕೆಯಲ್ಲಿ ಮತ್ತು ಯಾವುದಾದರೂ ವಿಷಯ ಇದ್ದರೂ ಚರ್ಚೆ ಮೂಲಕ ಬಗೆಹರಿಸಬಹುದು ಎಂದು ಪ್ರಸಾದ್ ಆಗಾದರೂ ಹೇಳಬಹುದಿತ್ತು ಎಂದು ದೂರಿದರು.: [254, 1921, 429, 2071]
santwana-kendra-award-photo: [653, 785, 1142, 1063]
